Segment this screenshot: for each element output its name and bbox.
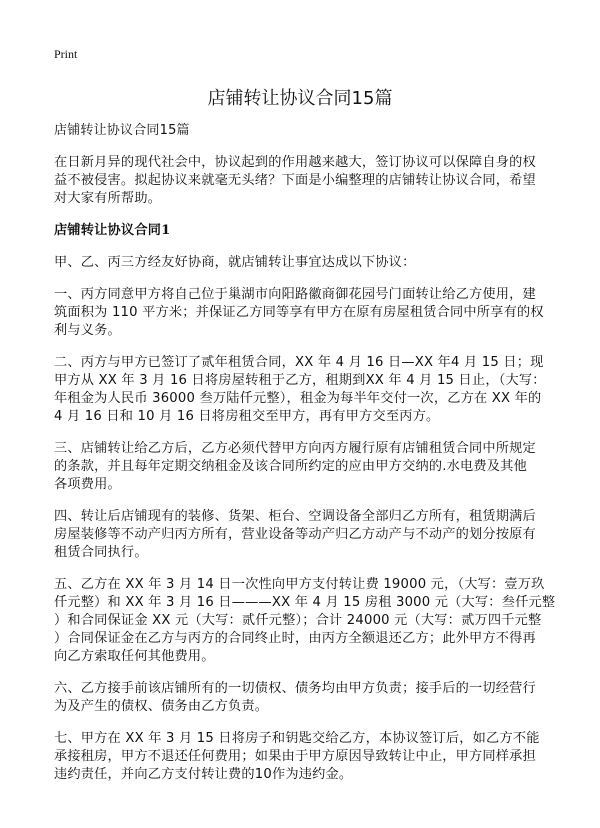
text-line: 甲方从 XX 年 3 月 16 日将房屋转租于乙方，租期到XX 年 4 月 15 日止，（大写：	[54, 373, 546, 388]
paragraph	[54, 440, 554, 494]
text-line: 益不被侵害。拟起协议来就毫无头绪？下面是小编整理的店铺转让协议合同，希望	[54, 173, 536, 188]
text-line: 甲、乙、丙三方经友好协商，就店铺转让事宜达成以下协议：	[54, 255, 416, 270]
document-subtitle	[54, 122, 554, 140]
text-line: 店铺转让协议合同15篇	[54, 123, 190, 138]
paragraph	[54, 354, 554, 426]
text-line: ）合同保证金在乙方与丙方的合同终止时，由丙方全额退还乙方；此外甲方不得再	[54, 631, 536, 646]
document-title: 店铺转让协议合同15篇	[207, 88, 393, 109]
paragraph	[54, 286, 554, 340]
print-label: Print	[54, 47, 78, 61]
text-line: 仟元整）和 XX 年 3 月 16 日———XX 年 4 月 15 房租 3000 元（大写：叁仟元整	[54, 595, 556, 610]
paragraph	[54, 508, 554, 562]
text-line: 4 月 16 日和 10 月 16 日将房租交至甲方，再有甲方交至丙方。	[54, 409, 440, 424]
text-line: 五、乙方在 XX 年 3 月 14 日一次性向甲方支付转让费 19000 元，（大写：壹万玖	[54, 577, 545, 592]
paragraph	[54, 254, 554, 272]
text-line: ）和合同保证金 XX 元（大写：贰仟元整）；合计 24000 元（大写：贰万四千元整	[54, 613, 542, 628]
text-line: 在日新月异的现代社会中，协议起到的作用越来越大，签订协议可以保障自身的权	[54, 155, 536, 170]
text-line: 店铺转让协议合同1	[54, 223, 171, 238]
text-line: 一、丙方同意甲方将自己位于巢湖市向阳路徽商御花园号门面转让给乙方使用，建	[54, 287, 536, 302]
text-line: 年租金为人民币 36000 叁万陆仟元整），租金为每半年交付一次，乙方在 XX 年的	[54, 391, 542, 406]
text-line: 二、丙方与甲方已签订了贰年租赁合同，XX 年 4 月 16 日—XX 年4 月 15 日；现	[54, 355, 544, 370]
text-line: 四、转让后店铺现有的装修、货架、柜台、空调设备全部归乙方所有，租赁期满后	[54, 509, 536, 524]
text-line: 各项费用。	[54, 477, 121, 492]
text-line: 房屋装修等不动产归丙方所有，营业设备等动产归乙方动产与不动产的划分按原有	[54, 527, 536, 542]
section-heading	[54, 222, 554, 240]
paragraph	[54, 680, 554, 716]
text-line: 向乙方索取任何其他费用。	[54, 649, 215, 664]
text-line: 的条款，并且每年定期交纳租金及该合同所约定的应由甲方交纳的.水电费及其他	[54, 459, 527, 474]
text-line: 六、乙方接手前该店铺所有的一切债权、债务均由甲方负责；接手后的一切经营行	[54, 681, 536, 696]
text-line: 筑面积为 110 平方米；并保证乙方同等享有甲方在原有房屋租赁合同中所享有的权	[54, 305, 544, 320]
paragraph	[54, 576, 554, 666]
text-line: 对大家有所帮助。	[54, 191, 162, 206]
paragraph	[54, 154, 554, 208]
text-line: 承接租房，甲方不退还任何费用；如果由于甲方原因导致转让中止，甲方同样承担	[54, 749, 536, 764]
text-line: 违约责任，并向乙方支付转让费的10作为违约金。	[54, 767, 353, 782]
document-body	[54, 122, 554, 798]
text-line: 七、甲方在 XX 年 3 月 15 日将房子和钥匙交给乙方，本协议签订后，如乙方不能	[54, 731, 540, 746]
text-line: 租赁合同执行。	[54, 545, 148, 560]
text-line: 为及产生的债权、债务由乙方负责。	[54, 699, 269, 714]
text-line: 利与义务。	[54, 323, 121, 338]
paragraph	[54, 730, 554, 784]
text-line: 三、店铺转让给乙方后，乙方必须代替甲方向丙方履行原有店铺租赁合同中所规定	[54, 441, 536, 456]
